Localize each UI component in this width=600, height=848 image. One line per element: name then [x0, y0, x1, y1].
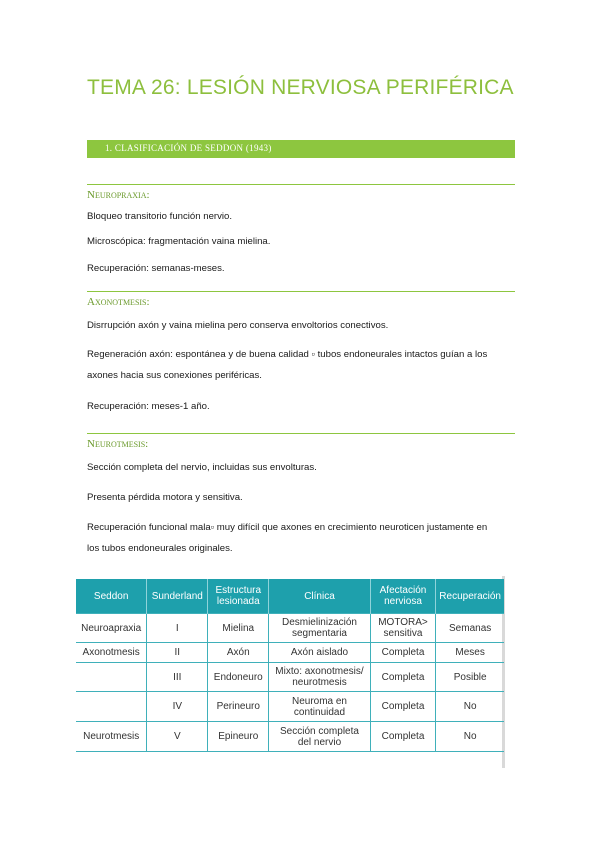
table-header-row: [76, 579, 504, 614]
text-line: los tubos endoneurales originales.: [87, 543, 233, 554]
table-cell: Neurotmesis: [76, 722, 147, 752]
table-cell: Endoneuro: [208, 663, 269, 692]
table-row: [76, 614, 504, 643]
table-cell: Completa: [370, 643, 436, 663]
table-cell: Epineuro: [208, 722, 269, 752]
table-cell: Axón aislado: [269, 643, 370, 663]
text-line: Disrrupción axón y vaina mielina pero conserva envoltorios conectivos.: [87, 320, 389, 331]
text-line: Recuperación funcional mala▫ muy difícil que axones en crecimiento neuroticen justamente en: [87, 522, 488, 533]
table-cell: Neuroapraxia: [76, 614, 147, 643]
text-line: Recuperación: semanas-meses.: [87, 263, 225, 274]
text-line: Regeneración axón: espontánea y de buena calidad ▫ tubos endoneurales intactos guían a los: [87, 349, 488, 360]
section-divider: [87, 291, 515, 292]
header-estructura: Estructura lesionada: [208, 579, 269, 614]
table-cell: Semanas: [436, 614, 504, 643]
table-cell: Completa: [370, 663, 436, 692]
text-line: Recuperación: meses-1 año.: [87, 401, 210, 412]
table-cell: [76, 663, 147, 692]
section-divider: [87, 184, 515, 185]
table-cell: No: [436, 692, 504, 722]
section-banner: [87, 140, 515, 158]
table-row: [76, 692, 504, 722]
table-cell: Mixto: axonotmesis/ neurotmesis: [269, 663, 370, 692]
table-cell: Axonotmesis: [76, 643, 147, 663]
table-cell: MOTORA> sensitiva: [370, 614, 436, 643]
table-cell: [76, 692, 147, 722]
table-cell: Perineuro: [208, 692, 269, 722]
table-cell: Sección completa del nervio: [269, 722, 370, 752]
text-line: Bloqueo transitorio función nervio.: [87, 211, 233, 222]
classification-table: [76, 579, 504, 752]
heading-neuropraxia: Neuropraxia:: [87, 189, 150, 201]
header-sunderland: Sunderland: [147, 579, 208, 614]
section-banner-label: 1. CLASIFICACIÓN DE SEDDON (1943): [105, 143, 272, 153]
table-row: [76, 663, 504, 692]
table-cell: Axón: [208, 643, 269, 663]
section-divider: [87, 433, 515, 434]
table-cell: IV: [147, 692, 208, 722]
table-cell: V: [147, 722, 208, 752]
table-cell: Meses: [436, 643, 504, 663]
heading-axonotmesis: Axonotmesis:: [87, 296, 150, 308]
table-cell: Neuroma en continuidad: [269, 692, 370, 722]
table-cell: Desmielinización segmentaria: [269, 614, 370, 643]
document-title: TEMA 26: LESIÓN NERVIOSA PERIFÉRICA: [87, 76, 514, 99]
table-cell: Completa: [370, 692, 436, 722]
text-line: Microscópica: fragmentación vaina mielina.: [87, 236, 271, 247]
header-afectacion: Afectación nerviosa: [370, 579, 436, 614]
text-line: Sección completa del nervio, incluidas sus envolturas.: [87, 462, 317, 473]
table-row: [76, 643, 504, 663]
header-seddon: Seddon: [76, 579, 147, 614]
text-line: axones hacia sus conexiones periféricas.: [87, 370, 262, 381]
text-line: Presenta pérdida motora y sensitiva.: [87, 492, 243, 503]
heading-neurotmesis: Neurotmesis:: [87, 438, 149, 450]
table-cell: No: [436, 722, 504, 752]
table-cell: III: [147, 663, 208, 692]
table-cell: Posible: [436, 663, 504, 692]
table-cell: Mielina: [208, 614, 269, 643]
table-cell: II: [147, 643, 208, 663]
table-row: [76, 722, 504, 752]
header-clinica: Clínica: [269, 579, 370, 614]
table-cell: Completa: [370, 722, 436, 752]
header-recuperacion: Recuperación: [436, 579, 504, 614]
table-cell: I: [147, 614, 208, 643]
